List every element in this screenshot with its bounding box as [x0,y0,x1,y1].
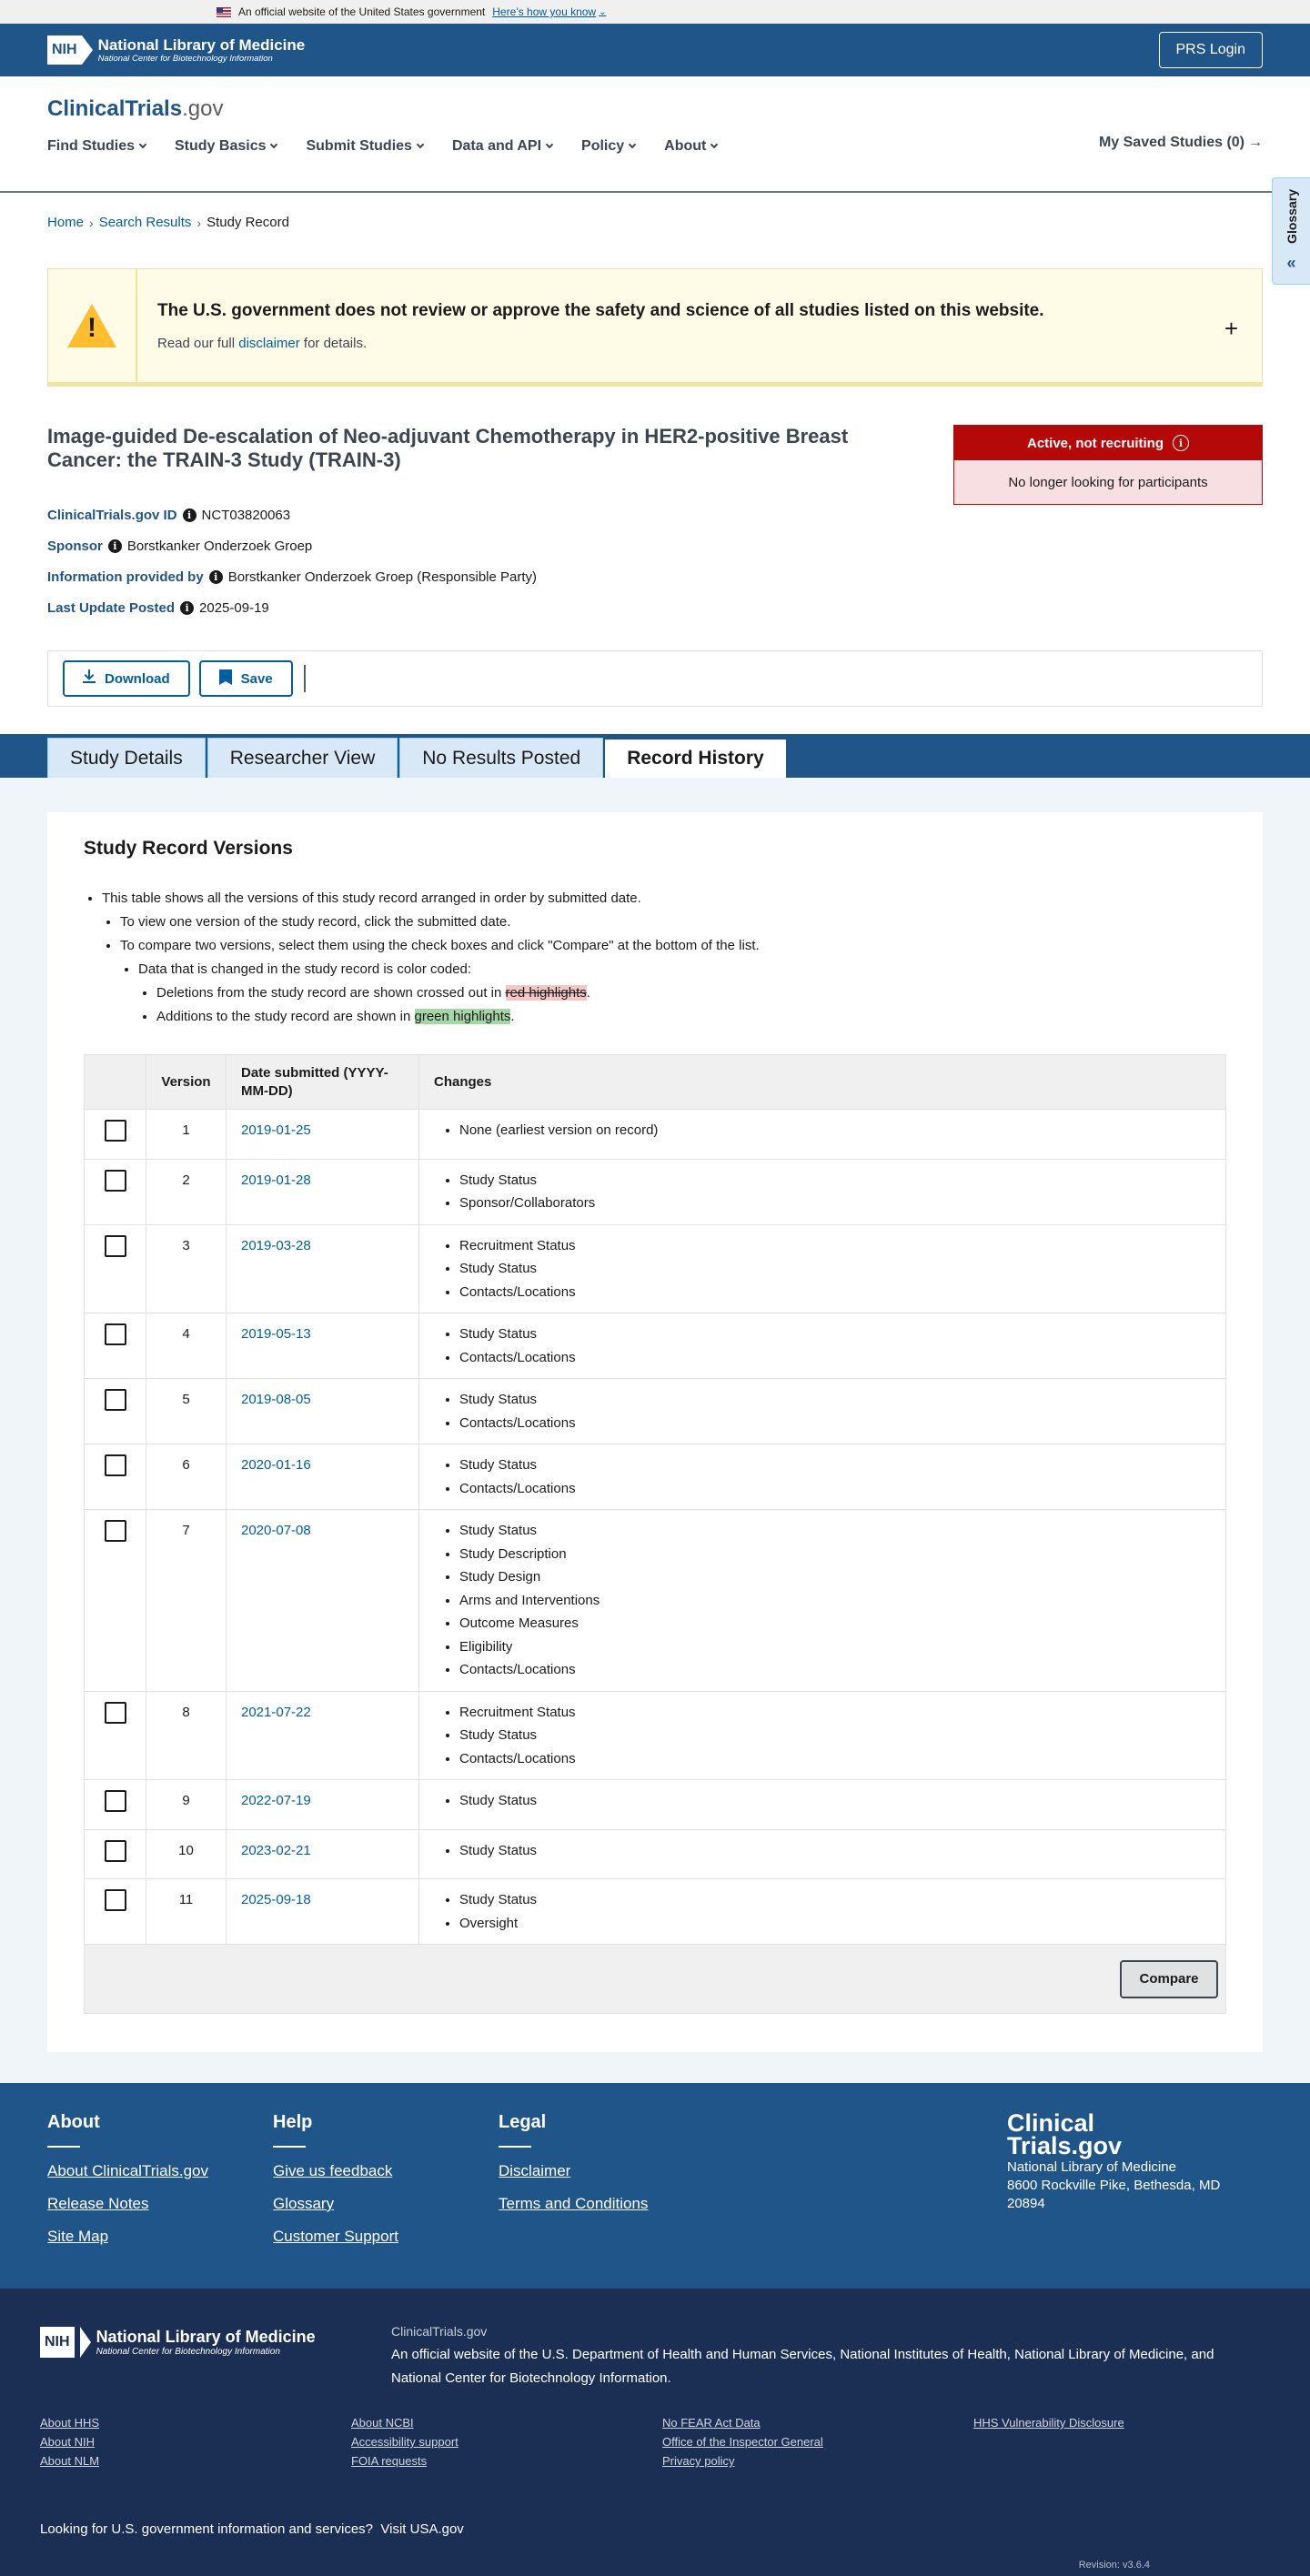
table-header-row [85,1055,1226,1110]
changes-cell [419,1444,1226,1510]
table-row [85,1444,1226,1510]
change-item: • Study Status [459,1323,1211,1346]
footer-address-line: National Library of Medicine [1007,2159,1176,2175]
version-number: 1 [146,1110,227,1160]
footer-address-line: 8600 Rockville Pike, Bethesda, MD [1007,2178,1221,2193]
green-highlight-sample: green highlights [414,1009,511,1024]
footer-brand [1007,2109,1221,2212]
tab-researcher-view[interactable]: Researcher View [207,738,398,778]
chevron-down-icon [139,141,146,148]
change-item: • Study Status [459,1789,1211,1813]
version-date-link[interactable]: 2022-07-19 [241,1793,311,1808]
footer-link[interactable]: Site Map [47,2228,109,2245]
footer-nlm-logo[interactable]: NIH National Library of Medicine National Center for Biotechnology Information [40,2327,316,2358]
change-item: • Contacts/Locations [459,1658,1211,1682]
content-area [0,778,1310,2083]
chevron-right-icon: › [89,215,94,230]
download-button[interactable]: Download [63,660,190,697]
date-cell [227,1159,419,1224]
expand-plus-icon[interactable]: + [1224,315,1238,342]
footer-link[interactable]: About NCBI [351,2416,414,2430]
status-subtext: No longer looking for participants [954,460,1262,504]
status-badge: Active, not recruiting i [954,426,1262,460]
version-number: 9 [146,1780,227,1830]
date-cell [227,1780,419,1830]
version-checkbox[interactable] [105,1170,126,1192]
version-checkbox[interactable] [105,1702,126,1724]
footer-link[interactable]: Office of the Inspector General [662,2435,823,2449]
breadcrumb-current: Study Record [207,215,289,230]
version-number: 2 [146,1159,227,1224]
chevron-down-icon [417,141,424,148]
date-cell [227,1510,419,1692]
select-cell [85,1110,146,1160]
nav-study-basics[interactable]: Study Basics [175,138,277,155]
meta-row-last-update: Last Update Posted i 2025-09-19 [47,599,269,616]
change-item: • Contacts/Locations [459,1346,1211,1370]
footer-bottom [0,2289,1310,2576]
version-checkbox[interactable] [105,1889,126,1911]
version-checkbox[interactable] [105,1120,126,1142]
instructions-list [84,887,1226,1029]
version-date-link[interactable]: 2021-07-22 [241,1704,311,1720]
footer-about-col [47,2112,208,2260]
footer-link[interactable]: Terms and Conditions [499,2195,649,2212]
change-item: • Study Status [459,1888,1211,1912]
select-cell [85,1313,146,1379]
version-number: 5 [146,1379,227,1444]
disclaimer-link[interactable]: disclaimer [238,335,300,351]
version-number: 10 [146,1829,227,1879]
status-box [953,425,1263,505]
ct-header [0,76,1310,193]
changes-cell [419,1780,1226,1830]
breadcrumb [0,193,1310,230]
info-icon[interactable]: i [108,539,122,553]
glossary-label: Glossary [1284,189,1299,244]
select-cell [85,1829,146,1879]
changes-cell [419,1224,1226,1313]
bookmark-icon [219,669,232,689]
download-icon [83,669,96,688]
version-checkbox[interactable] [105,1790,126,1812]
glossary-tab[interactable] [1272,177,1310,285]
table-footer-row [85,1945,1226,2014]
col-select-header [85,1055,146,1110]
change-item: • Study Status [459,1388,1211,1412]
date-cell [227,1379,419,1444]
change-item: • Study Description [459,1543,1211,1566]
footer-logo-line1: Clinical [1007,2109,1095,2137]
alert-subtext: Read our full disclaimer for details. [157,335,368,351]
change-item: • Recruitment Status [459,1701,1211,1725]
red-highlight-sample: red highlights [505,985,587,1001]
select-cell [85,1879,146,1945]
action-bar [47,650,1263,707]
meta-row-info-provided: Information provided by i Borstkanker Onderzoek Groep (Responsible Party) [47,569,538,585]
revision-text: Revision: v3.6.4 [1078,2560,1150,2571]
gov-banner [0,0,1310,24]
select-cell [85,1691,146,1780]
gov-banner-text: An official website of the United States government [238,5,486,18]
footer-link[interactable]: Customer Support [273,2228,398,2245]
version-number: 7 [146,1510,227,1692]
footer-link[interactable]: About ClinicalTrials.gov [47,2162,208,2179]
change-item: • Study Status [459,1519,1211,1543]
list-item: • Deletions from the study record are shown crossed out in red highlights. [156,981,1226,1005]
ncbi-link[interactable]: National Center for Biotechnology Information [391,2370,668,2386]
select-cell [85,1780,146,1830]
footer-link[interactable]: Glossary [273,2195,335,2212]
table-row [85,1879,1226,1945]
nih-logo-abbr: NIH [47,35,82,65]
change-item: • Contacts/Locations [459,1747,1211,1771]
footer-link[interactable]: Privacy policy [662,2454,735,2468]
chevron-down-icon [710,141,718,148]
meta-row-sponsor: Sponsor i Borstkanker Onderzoek Groep [47,538,313,554]
tab-record-history[interactable]: Record History [605,734,786,778]
prs-login-button[interactable]: PRS Login [1159,32,1264,68]
footer-help-title: Help [273,2112,313,2132]
footer-link[interactable]: Release Notes [47,2195,149,2212]
nav-submit-studies[interactable]: Submit Studies [306,138,422,155]
tab-no-results-posted[interactable]: No Results Posted [399,738,603,778]
change-item: • Contacts/Locations [459,1281,1211,1304]
nav-find-studies[interactable]: Find Studies [47,138,146,155]
changes-cell [419,1379,1226,1444]
study-meta [47,499,1263,623]
section-title: Study Record Versions [84,838,293,859]
chevron-down-icon: ⌄ [599,6,607,17]
nav-about[interactable]: About [664,138,717,155]
change-item: • Study Status [459,1724,1211,1747]
list-item: • Data that is changed in the study record is color coded: • Deletions from the study record are shown crossed out in red highlights. • Additions to the study record are shown in green highlights. [138,958,1226,1029]
version-date-link[interactable]: 2020-01-16 [241,1457,311,1473]
nlm-logo[interactable] [47,35,305,65]
hhs-link[interactable]: U.S. Department of Health and Human Services [541,2347,832,2362]
change-item: • Recruitment Status [459,1234,1211,1258]
select-cell [85,1159,146,1224]
sponsor-value: Borstkanker Onderzoek Groep [126,538,313,554]
footer-link[interactable]: About NLM [40,2454,100,2468]
date-cell [227,1224,419,1313]
usa-gov-line: Looking for U.S. government information and services? Visit USA.gov [40,2521,464,2537]
double-chevron-left-icon: « [1286,254,1296,272]
table-row [85,1224,1226,1313]
table-row [85,1780,1226,1830]
footer-link[interactable]: Accessibility support [351,2435,458,2449]
versions-table [84,1054,1226,2014]
table-row [85,1379,1226,1444]
footer-link[interactable]: FOIA requests [351,2454,428,2468]
usa-gov-link[interactable]: Visit USA.gov [380,2521,464,2537]
us-flag-icon [217,7,231,17]
changes-cell [419,1691,1226,1780]
breadcrumb-search-results[interactable]: Search Results [98,215,192,230]
breadcrumb-home[interactable]: Home [47,215,85,230]
chevron-down-icon [270,141,277,148]
table-row [85,1510,1226,1692]
footer-link[interactable]: HHS Vulnerability Disclosure [973,2416,1124,2430]
footer-link[interactable]: Disclaimer [499,2162,571,2179]
version-checkbox[interactable] [105,1454,126,1476]
change-item: • Contacts/Locations [459,1412,1211,1435]
save-button[interactable]: Save [199,660,293,697]
my-saved-studies-link[interactable]: My Saved Studies (0) → [1098,135,1263,150]
list-item: • To compare two versions, select them using the check boxes and click "Compare" at the bottom of the list. • Data that is changed in the study record is color coded: • Deletions from the study record are shown crossed out in red highlights. • Additions to the study record are shown in green highlights. [120,934,1226,1029]
version-checkbox[interactable] [105,1520,126,1542]
change-item: • Contacts/Locations [459,1477,1211,1501]
version-date-link[interactable]: 2019-03-28 [241,1237,311,1253]
table-row [85,1313,1226,1379]
version-date-link[interactable]: 2019-01-28 [241,1172,311,1188]
col-version-header: Version [146,1055,227,1110]
version-date-link[interactable]: 2019-01-25 [241,1122,311,1138]
change-item: • Study Status [459,1454,1211,1477]
change-item: • Study Status [459,1839,1211,1863]
warning-icon: ! [67,304,116,347]
nct-id: NCT03820063 [201,507,291,523]
version-number: 3 [146,1224,227,1313]
nlm-title: National Library of Medicine [97,35,306,54]
info-provided-value: Borstkanker Onderzoek Groep (Responsible Party) [227,569,538,585]
version-checkbox[interactable] [105,1389,126,1411]
footer-logo-line2: Trials.gov [1007,2132,1123,2159]
compare-button[interactable]: Compare [1120,1960,1218,1998]
footer-top [0,2083,1310,2289]
change-item: • Study Status [459,1169,1211,1192]
version-number: 6 [146,1444,227,1510]
table-row [85,1159,1226,1224]
changes-cell [419,1879,1226,1945]
date-cell [227,1691,419,1780]
footer-link[interactable]: About NIH [40,2435,95,2449]
change-item: • Eligibility [459,1635,1211,1659]
tabs-bar [0,734,1310,778]
chevron-right-icon: › [196,215,202,230]
date-cell [227,1444,419,1510]
disclaimer-alert [47,268,1263,387]
last-update-value: 2025-09-19 [199,599,269,616]
date-cell [227,1829,419,1879]
info-icon[interactable]: i [209,570,223,584]
info-icon[interactable]: i [183,508,196,522]
version-checkbox[interactable] [105,1323,126,1345]
footer-link[interactable]: No FEAR Act Data [662,2416,761,2430]
col-date-header: Date submitted (YYYY-MM-DD) [227,1055,419,1110]
footer-link[interactable]: Give us feedback [273,2162,393,2179]
date-cell [227,1879,419,1945]
list-item: • Additions to the study record are shown in green highlights. [156,1005,1226,1029]
footer-address-line: 20894 [1007,2196,1045,2211]
version-date-link[interactable]: 2020-07-08 [241,1523,311,1538]
study-header [0,387,1310,623]
alert-icon-area [48,269,137,382]
table-row [85,1829,1226,1879]
change-item: • Oversight [459,1912,1211,1936]
footer-official-text: ClinicalTrials.gov An official website of the U.S. Department of Health and Human Services, National Institutes of Health, National Library of Medicine, and National Center for Biotechnology Information. [391,2324,1214,2386]
list-item: • To view one version of the study record, click the submitted date. [120,911,1226,934]
table-row [85,1691,1226,1780]
nih-header [0,24,1310,76]
version-number: 11 [146,1879,227,1945]
date-cell [227,1313,419,1379]
meta-row-id: ClinicalTrials.gov ID i NCT03820063 [47,507,291,523]
changes-cell [419,1159,1226,1224]
footer-links-grid [40,2416,1270,2468]
study-title: Image-guided De-escalation of Neo-adjuvant Chemotherapy in HER2-positive Breast Cancer: the TRAIN-3 Study (TRAIN-3) [47,425,849,471]
info-icon[interactable]: i [1173,435,1189,451]
alert-title: The U.S. government does not review or approve the safety and science of all studies listed on this website. [157,300,1044,320]
arrow-right-icon: → [1248,135,1263,150]
record-versions-card [47,812,1263,2052]
nih-link[interactable]: National Institutes of Health [840,2347,1007,2362]
chevron-down-icon [546,141,553,148]
change-item: • None (earliest version on record) [459,1119,1211,1142]
select-cell [85,1444,146,1510]
footer-about-title: About [47,2112,100,2132]
tab-study-details[interactable]: Study Details [47,738,206,778]
divider [304,665,306,692]
change-item: • Study Design [459,1565,1211,1589]
version-date-link[interactable]: 2025-09-18 [241,1892,311,1907]
ct-logo[interactable]: ClinicalTrials.gov [47,96,224,121]
main-nav [47,138,1263,155]
ncbi-subtitle: National Center for Biotechnology Information [97,53,273,64]
info-icon[interactable]: i [180,601,194,615]
nlm-link[interactable]: National Library of Medicine [1014,2347,1184,2362]
nav-policy[interactable]: Policy [581,138,635,155]
changes-cell [419,1829,1226,1879]
list-item: • This table shows all the versions of this study record arranged in order by submitted date. • To view one version of the study record, click the submitted date. • To compare two versions, select them using the check boxes and click "Compare" at the bottom of the list. • Data that is changed in the study record is color coded: • Deletions from the study record are shown crossed out in red highlights. • Additions to the study record are shown in green highlights. [102,887,1226,1029]
footer-help-col [273,2112,398,2260]
change-item: • Outcome Measures [459,1612,1211,1635]
change-item: • Arms and Interventions [459,1589,1211,1613]
table-row [85,1110,1226,1160]
version-checkbox[interactable] [105,1235,126,1257]
footer-link[interactable]: About HHS [40,2416,100,2430]
select-cell [85,1510,146,1692]
version-checkbox[interactable] [105,1840,126,1862]
footer-legal-title: Legal [499,2112,547,2132]
select-cell [85,1224,146,1313]
version-date-link[interactable]: 2019-08-05 [241,1392,311,1407]
nav-data-and-api[interactable]: Data and API [452,138,552,155]
changes-cell [419,1510,1226,1692]
changes-cell [419,1313,1226,1379]
change-item: • Study Status [459,1257,1211,1281]
version-date-link[interactable]: 2023-02-21 [241,1842,311,1858]
col-changes-header: Changes [419,1055,1226,1110]
chevron-down-icon [629,141,636,148]
change-item: • Sponsor/Collaborators [459,1192,1211,1215]
version-date-link[interactable]: 2019-05-13 [241,1326,311,1342]
select-cell [85,1379,146,1444]
date-cell [227,1110,419,1160]
version-number: 8 [146,1691,227,1780]
heres-how-you-know-link[interactable]: Here’s how you know ⌄ [492,5,607,18]
footer-legal-col [499,2112,648,2228]
changes-cell [419,1110,1226,1160]
version-number: 4 [146,1313,227,1379]
